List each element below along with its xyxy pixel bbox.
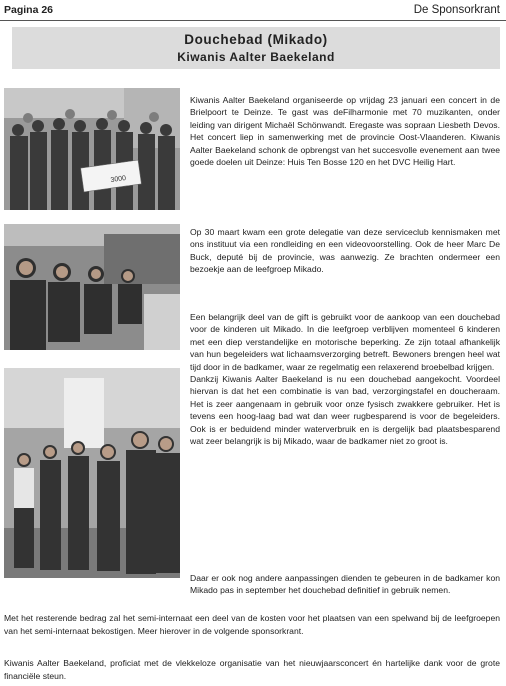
paragraph-gift (190, 311, 500, 447)
paragraph-text: Kiwanis Aalter Baekeland, proficiat met de vlekkeloze organisatie van het nieuwjaarsconcert én hartelijke dank voor de grote financiële steun. (4, 658, 500, 681)
paragraph-adjustments (190, 572, 500, 597)
paragraph-text: Kiwanis Aalter Baekeland organiseerde op vrijdag 23 januari een concert in de Brielpoort te Deinze. Te gast was deFilharmonie met 70 muzikanten, onder leiding van dirigent Michaël Schönwandt. Eregaste was sopraan Liesbeth Devos. Het concert liep in samenwerking met de provincie Oost-Vlaanderen. Kiwanis Aalter Baekeland schonk de opbrengst van het succesvolle evenement aan twee goede doelen uit Deinze: Huis Ten Bosse 120 en het DVC Heilig Hart. (190, 95, 500, 168)
paragraph-text: Een belangrijk deel van de gift is gebruikt voor de aankoop van een douchebad voor de kinderen uit Mikado. In die leefgroep verblijven momenteel 6 kinderen met een diep verstandelijke en motorische beperking. Ze zijn totaal afhankelijk van hun begeleiders wat lichaamsverzorging betreft. Bewoners brengen heel wat tijd door in de badkamer, waar ze regelmatig een relaxerend broebelbad krijgen. (190, 312, 500, 372)
page-number: Pagina 26 (4, 4, 54, 16)
paragraph-visit (190, 226, 500, 276)
cheque-amount: 3000 (110, 174, 127, 185)
paragraph-text: Met het resterende bedrag zal het semi-internaat een deel van de kosten voor het plaatsen van een spelwand bij de leefgroepen van het semi-internaat bekostigen. Meer hierover in de volgende sponsorkrant. (4, 613, 500, 636)
photo-standing-visitors (4, 368, 180, 578)
publication-name: De Sponsorkrant (413, 4, 500, 16)
paragraph-text: Op 30 maart kwam een grote delegatie van deze serviceclub kennismaken met ons instituut via een rondleiding en een videovoorstelling. Ook de heer Marc De Buck, deputé bij de provincie, was aanwezig. Ze brachten ondermeer een bezoekje aan de leefgroep Mikado. (190, 227, 500, 275)
article-title-box (12, 27, 500, 69)
photo-group-with-cheque (4, 88, 180, 210)
article-subtitle: Kiwanis Aalter Baekeland (177, 50, 335, 64)
paragraph-text: Daar er ook nog andere aanpassingen dienden te gebeuren in de badkamer kon Mikado pas in september het douchebad definitief in gebruik nemen. (190, 573, 500, 596)
article-title: Douchebad (Mikado) (184, 32, 328, 47)
paragraph-text: Dankzij Kiwanis Aalter Baekeland is nu een douchebad aangekocht. Voordeel hiervan is dat het een combinatie is van bad, verzorgingstafel en doucheraam. Het is zeer aangenaam in gebruik voor onze fysisch zwakkere gebruiker. Het is tevens een hoog-laag bad wat dan weer rugbesparend is voor de begeleiders. Ook is er beduidend minder waterverbruik en is dergelijk bad plaatsbesparend wat zeer belangrijk is bij Mikado, waar de badkamer niet zo groot is. (190, 374, 500, 447)
header-divider (0, 20, 506, 21)
paragraph-remaining-amount (4, 612, 500, 638)
photo-seated-delegation (4, 224, 180, 350)
paragraph-thanks (4, 657, 500, 683)
paragraph-concert (190, 94, 500, 168)
